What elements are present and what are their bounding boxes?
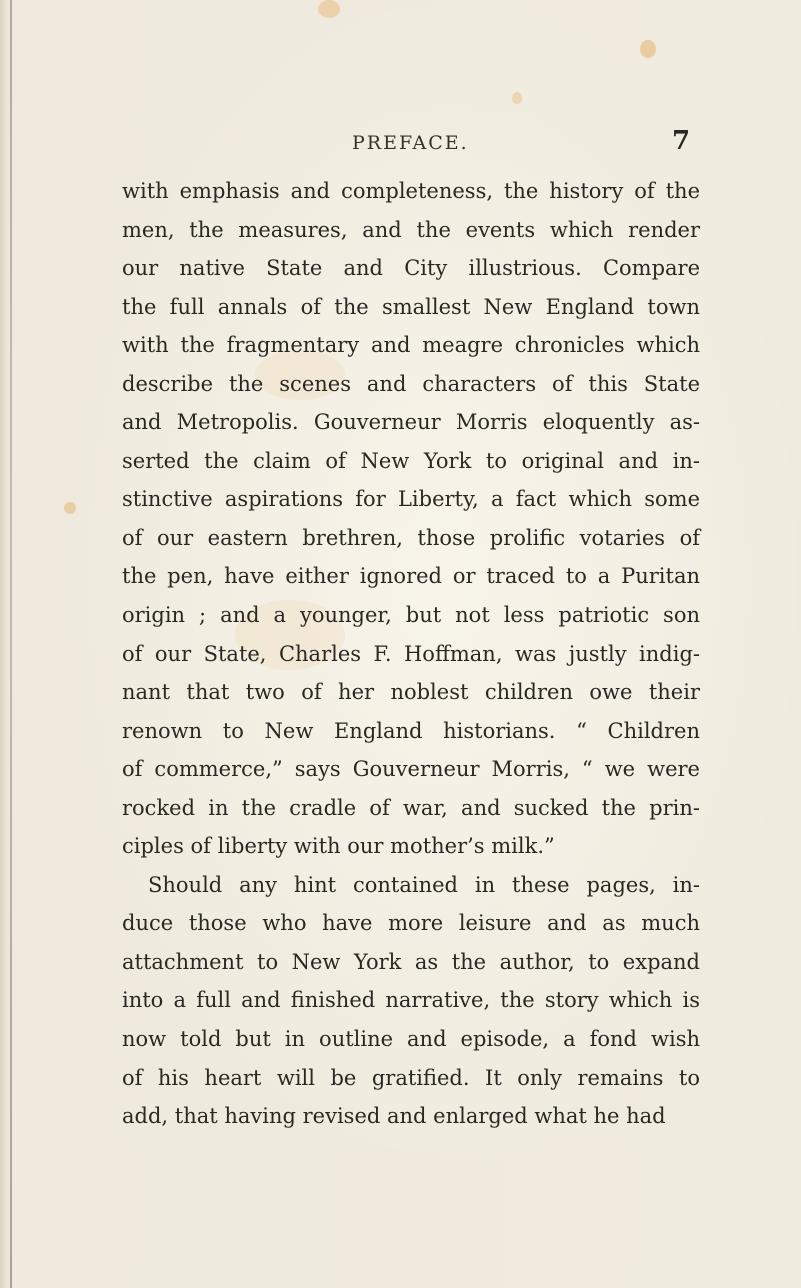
text-line: with the fragmentary and meagre chronicles which <box>122 333 700 358</box>
paper-stain <box>318 0 340 18</box>
text-line: and Metropolis. Gouverneur Morris eloquently as- <box>122 410 700 435</box>
text-line: origin ; and a younger, but not less patriotic son <box>122 603 700 628</box>
text-line: now told but in outline and episode, a fond wish <box>122 1027 700 1052</box>
text-line: the pen, have either ignored or traced to a Puritan <box>122 564 700 589</box>
text-line: stinctive aspirations for Liberty, a fact which some <box>122 487 700 512</box>
text-line: of his heart will be gratified. It only remains to <box>122 1065 700 1090</box>
text-line: Should any hint contained in these pages, in- <box>148 872 700 897</box>
text-line: ciples of liberty with our mother’s milk.” <box>122 834 555 859</box>
paper-stain <box>512 92 522 104</box>
binding-gutter <box>10 0 12 1288</box>
page-header <box>0 126 801 162</box>
page-number: 7 <box>672 126 691 156</box>
text-line: describe the scenes and characters of this State <box>122 371 700 396</box>
text-line: serted the claim of New York to original and in- <box>122 448 700 473</box>
paper-stain <box>64 502 76 514</box>
text-line: renown to New England historians. “ Children <box>122 718 700 743</box>
text-line: with emphasis and completeness, the history of the <box>122 179 700 203</box>
text-line: our native State and City illustrious. Compare <box>122 256 700 281</box>
text-line: add, that having revised and enlarged what he had <box>122 1104 666 1129</box>
text-line: of our State, Charles F. Hoffman, was justly indig- <box>122 641 700 666</box>
body-text <box>122 172 700 1136</box>
text-line: attachment to New York as the author, to expand <box>122 949 700 974</box>
paper-stain <box>640 40 656 58</box>
running-head: PREFACE. <box>352 132 469 154</box>
text-line: of commerce,” says Gouverneur Morris, “ we were <box>122 757 700 782</box>
text-line: nant that two of her noblest children owe their <box>122 680 700 705</box>
text-line: into a full and finished narrative, the story which is <box>122 988 700 1013</box>
text-line: of our eastern brethren, those prolific votaries of <box>122 525 700 550</box>
text-line: the full annals of the smallest New England town <box>122 294 700 319</box>
text-line: rocked in the cradle of war, and sucked the prin- <box>122 795 700 820</box>
text-line: men, the measures, and the events which render <box>122 217 700 242</box>
text-line: duce those who have more leisure and as much <box>122 911 700 936</box>
